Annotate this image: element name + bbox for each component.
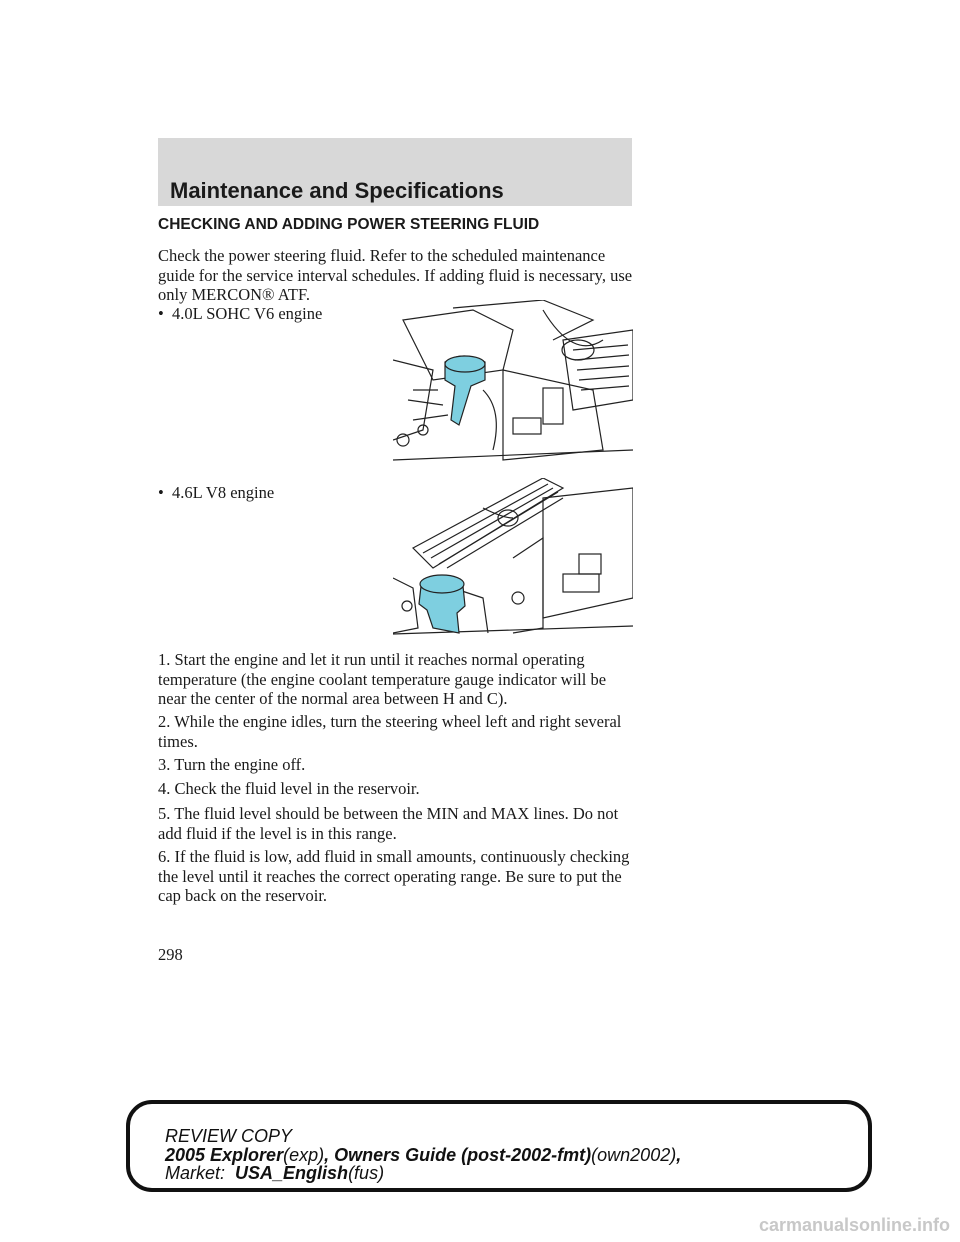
step-2: 2. While the engine idles, turn the steering wheel left and right several times. — [158, 712, 622, 751]
step-5: 5. The fluid level should be between the MIN and MAX lines. Do not add fluid if the level is in this range. — [158, 804, 619, 843]
footer-model-code: (exp) — [283, 1145, 325, 1165]
footer-separator: , — [324, 1145, 335, 1165]
step-3: 3. Turn the engine off. — [158, 755, 306, 774]
engine-bay-v8-illustration — [393, 478, 633, 638]
page-section-title: Maintenance and Specifications — [170, 178, 504, 203]
engine-bay-v6-illustration — [393, 300, 633, 468]
step-4: 4. Check the fluid level in the reservoir. — [158, 779, 420, 798]
engine-label-v8: 4.6L V8 engine — [172, 483, 275, 502]
footer-market-code: (fus) — [348, 1163, 385, 1183]
bullet-marker: • — [158, 304, 164, 323]
footer-review-copy: REVIEW COPY — [165, 1126, 293, 1146]
footer-line-end: , — [676, 1145, 682, 1165]
footer-guide-code: (own2002) — [591, 1145, 677, 1165]
footer-market: USA_English — [235, 1163, 349, 1183]
engine-bullet-v6 — [158, 304, 322, 324]
site-watermark: carmanualsonline.info — [758, 1215, 950, 1235]
footer-model: 2005 Explorer — [165, 1145, 284, 1165]
intro-paragraph: Check the power steering fluid. Refer to the scheduled maintenance guide for the service interval schedules. If adding fluid is necessary, use only MERCON® ATF. — [158, 246, 633, 304]
engine-label-v6: 4.0L SOHC V6 engine — [172, 304, 323, 323]
footer-market-label: Market: — [165, 1163, 226, 1183]
footer-market-line — [165, 1164, 384, 1183]
page-number: 298 — [158, 945, 183, 964]
bullet-marker: • — [158, 483, 164, 502]
footer-guide: Owners Guide (post-2002-fmt) — [334, 1145, 592, 1165]
step-6: 6. If the fluid is low, add fluid in small amounts, continuously checking the level until it reaches the correct operating range. Be sure to put the cap back on the reservoir. — [158, 847, 630, 905]
section-heading: CHECKING AND ADDING POWER STEERING FLUID — [158, 216, 540, 233]
engine-bullet-v8 — [158, 483, 274, 503]
step-1: 1. Start the engine and let it run until it reaches normal operating temperature (the engine coolant temperature gauge indicator will be near the center of the normal area between H and C). — [158, 650, 607, 708]
